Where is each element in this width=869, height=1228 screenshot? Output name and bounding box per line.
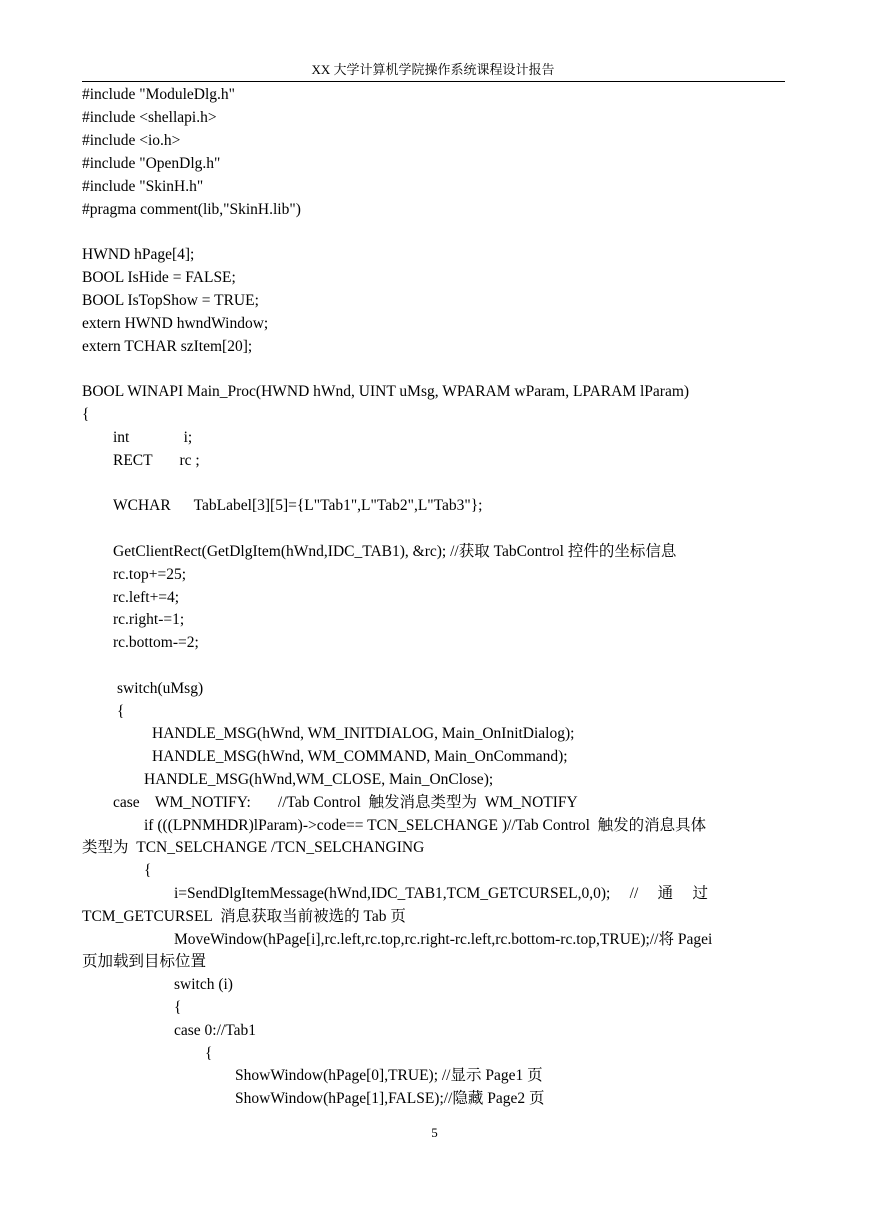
header-rule — [82, 81, 785, 82]
code-line: { — [144, 862, 152, 879]
code-line: ShowWindow(hPage[1],FALSE);//隐藏 Page2 页 — [235, 1090, 545, 1107]
code-line: rc.bottom-=2; — [113, 634, 199, 651]
code-line: case 0://Tab1 — [174, 1022, 256, 1039]
code-line: case WM_NOTIFY: //Tab Control 触发消息类型为 WM_NOTIFY — [113, 794, 578, 811]
code-line: if (((LPNMHDR)lParam)->code== TCN_SELCHANGE )//Tab Control 触发的消息具体 — [144, 817, 707, 834]
code-line: rc.top+=25; — [113, 566, 187, 583]
code-line: rc.left+=4; — [113, 589, 180, 606]
code-line: switch (i) — [174, 976, 233, 993]
code-line: #include <shellapi.h> — [82, 109, 217, 126]
code-line: BOOL IsHide = FALSE; — [82, 269, 236, 286]
code-line: ShowWindow(hPage[0],TRUE); //显示 Page1 页 — [235, 1067, 543, 1084]
code-line: 页加载到目标位置 — [82, 953, 207, 970]
code-line: HANDLE_MSG(hWnd,WM_CLOSE, Main_OnClose); — [144, 771, 494, 788]
code-line: { — [174, 999, 182, 1016]
code-line: #include "SkinH.h" — [82, 178, 204, 195]
code-line: WCHAR TabLabel[3][5]={L"Tab1",L"Tab2",L"Tab3"}; — [113, 497, 483, 514]
code-line: extern HWND hwndWindow; — [82, 315, 269, 332]
page-header: XX 大学计算机学院操作系统课程设计报告 — [311, 62, 555, 77]
code-line: { — [205, 1045, 213, 1062]
code-line: { — [82, 406, 90, 423]
code-line: 类型为 TCN_SELCHANGE /TCN_SELCHANGING — [82, 839, 425, 856]
code-line: #include "OpenDlg.h" — [82, 155, 221, 172]
code-line: TCM_GETCURSEL 消息获取当前被选的 Tab 页 — [82, 908, 406, 925]
code-line: int i; — [113, 429, 193, 446]
code-line: { — [117, 703, 125, 720]
code-line: HWND hPage[4]; — [82, 246, 195, 263]
code-line: BOOL WINAPI Main_Proc(HWND hWnd, UINT uMsg, WPARAM wParam, LPARAM lParam) — [82, 383, 690, 400]
code-line: rc.right-=1; — [113, 611, 185, 628]
code-line: RECT rc ; — [113, 452, 200, 469]
code-line: BOOL IsTopShow = TRUE; — [82, 292, 259, 309]
code-line: #include "ModuleDlg.h" — [82, 86, 235, 103]
code-line: HANDLE_MSG(hWnd, WM_INITDIALOG, Main_OnInitDialog); — [152, 725, 575, 742]
code-line: i=SendDlgItemMessage(hWnd,IDC_TAB1,TCM_GETCURSEL,0,0); // 通 过 — [174, 885, 709, 902]
code-line: switch(uMsg) — [117, 680, 204, 697]
code-line: HANDLE_MSG(hWnd, WM_COMMAND, Main_OnCommand); — [152, 748, 568, 765]
code-line: GetClientRect(GetDlgItem(hWnd,IDC_TAB1), &rc); //获取 TabControl 控件的坐标信息 — [113, 543, 677, 560]
page-number: 5 — [431, 1125, 438, 1140]
code-line: MoveWindow(hPage[i],rc.left,rc.top,rc.right-rc.left,rc.bottom-rc.top,TRUE);//将 Pagei — [174, 931, 713, 948]
code-line: #include <io.h> — [82, 132, 181, 149]
code-line: #pragma comment(lib,"SkinH.lib") — [82, 201, 301, 218]
code-line: extern TCHAR szItem[20]; — [82, 338, 253, 355]
